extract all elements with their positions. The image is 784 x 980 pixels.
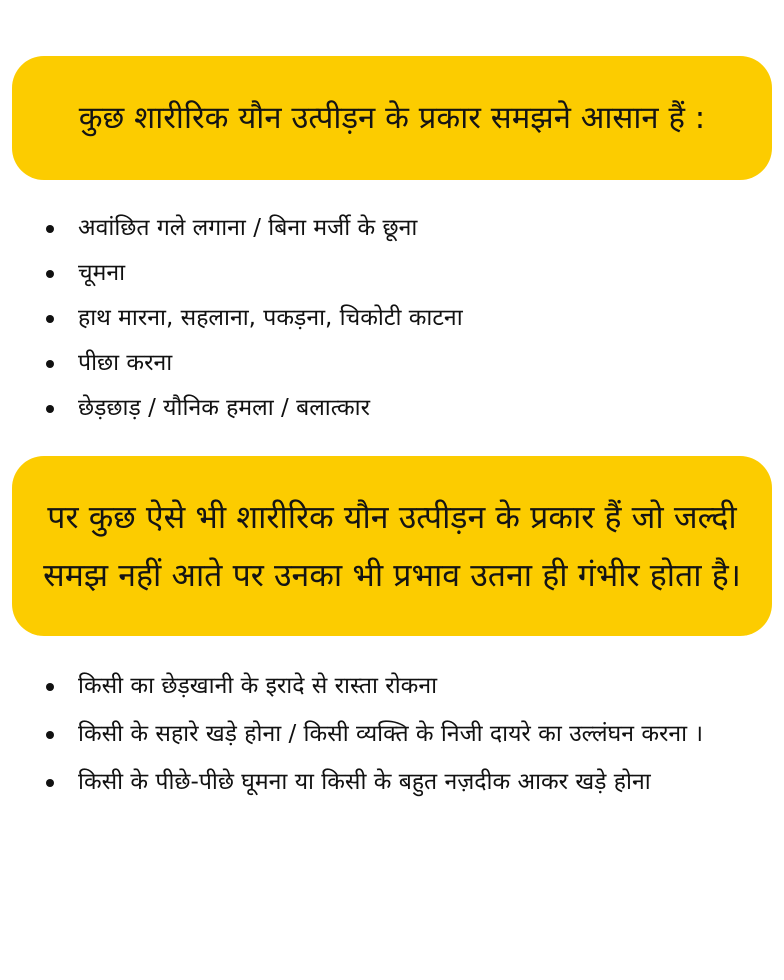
list-item-text: छेड़छाड़ / यौनिक हमला / बलात्कार — [78, 395, 370, 421]
list-item-text: अवांछित गले लगाना / बिना मर्जी के छूना — [78, 215, 418, 241]
list-item — [40, 664, 740, 708]
list-item — [40, 341, 740, 386]
bullet-icon — [46, 683, 54, 691]
bullet-icon — [46, 315, 54, 323]
bullet-icon — [46, 405, 54, 413]
list-item-text: पीछा करना — [78, 350, 173, 376]
list-item-text: किसी के सहारे खड़े होना / किसी व्यक्ति के निजी दायरे का उल्लंघन करना । — [78, 721, 704, 747]
list-item-text: हाथ मारना, सहलाना, पकड़ना, चिकोटी काटना — [78, 305, 463, 331]
bottom-banner — [12, 456, 772, 636]
list-item-text: किसी का छेड़खानी के इरादे से रास्ता रोकना — [78, 673, 438, 699]
list-item — [40, 206, 740, 251]
list-item — [40, 386, 740, 431]
list-item-text: किसी के पीछे-पीछे घूमना या किसी के बहुत नज़दीक आकर खड़े होना — [78, 769, 651, 795]
bullet-icon — [46, 270, 54, 278]
list-item — [40, 296, 740, 341]
bottom-banner-title: पर कुछ ऐसे भी शारीरिक यौन उत्पीड़न के प्रकार हैं जो जल्दी समझ नहीं आते पर उनका भी प्रभाव उतना ही गंभीर होता है। — [43, 498, 741, 594]
easy-types-list — [40, 206, 740, 431]
list-item — [40, 712, 740, 756]
bullet-icon — [46, 731, 54, 739]
bullet-icon — [46, 779, 54, 787]
bullet-icon — [46, 360, 54, 368]
top-banner-title: कुछ शारीरिक यौन उत्पीड़न के प्रकार समझने आसान हैं : — [78, 100, 706, 136]
list-item-text: चूमना — [78, 260, 126, 286]
subtle-types-list — [40, 664, 740, 808]
top-banner — [12, 56, 772, 180]
bullet-icon — [46, 225, 54, 233]
list-item — [40, 760, 740, 804]
list-item — [40, 251, 740, 296]
